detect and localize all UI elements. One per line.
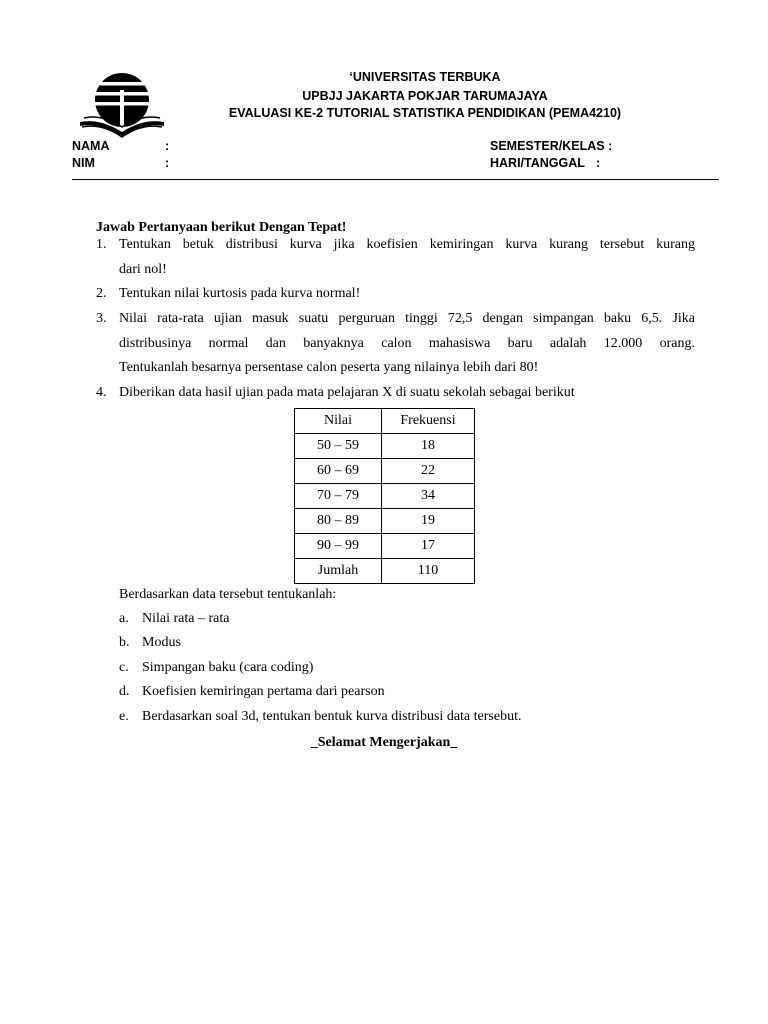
frequency-table (294, 408, 475, 584)
table-row (295, 459, 475, 484)
subitem-a-text: Nilai rata – rata (142, 611, 230, 626)
header-evaluasi: EVALUASI KE-2 TUTORIAL STATISTIKA PENDIDIKAN (PEMA4210) (228, 106, 622, 120)
subitem-e-text: Berdasarkan soal 3d, tentukan bentuk kurva distribusi data tersebut. (142, 709, 522, 724)
table-cell-jumlah: Jumlah (295, 559, 382, 584)
table-row (295, 509, 475, 534)
question-1-number: 1. (96, 237, 107, 252)
nim-label: NIM (72, 156, 95, 170)
question-3-number: 3. (96, 311, 107, 326)
hari-colon: : (596, 156, 601, 170)
table-header-row (295, 409, 475, 434)
question-2-line-1: Tentukan nilai kurtosis pada kurva normal! (119, 286, 361, 301)
nim-colon: : (165, 156, 170, 170)
table-header-frekuensi: Frekuensi (382, 409, 475, 434)
subitem-b-label: b. (119, 635, 130, 650)
hari-label: HARI/TANGGAL (490, 156, 585, 170)
header-university: ‘UNIVERSITAS TERBUKA (349, 70, 501, 84)
table-cell-frekuensi: 19 (382, 509, 475, 534)
table-cell-frekuensi: 17 (382, 534, 475, 559)
table-cell-nilai: 50 – 59 (295, 434, 382, 459)
table-cell-nilai: 70 – 79 (295, 484, 382, 509)
question-4-intro: Berdasarkan data tersebut tentukanlah: (119, 587, 337, 602)
subitem-c-label: c. (119, 660, 129, 675)
header-upbjj: UPBJJ JAKARTA POKJAR TARUMAJAYA (302, 89, 548, 103)
question-2-number: 2. (96, 286, 107, 301)
question-1-line-1: Tentukan betuk distribusi kurva jika koefisien kemiringan kurva kurang tersebut kurang (119, 237, 695, 252)
table-cell-frekuensi: 18 (382, 434, 475, 459)
table-header-nilai: Nilai (295, 409, 382, 434)
subitem-c-text: Simpangan baku (cara coding) (142, 660, 314, 675)
table-row (295, 534, 475, 559)
semester-label: SEMESTER/KELAS : (490, 139, 613, 153)
instructions-title: Jawab Pertanyaan berikut Dengan Tepat! (96, 220, 347, 235)
table-row (295, 434, 475, 459)
table-cell-frekuensi: 34 (382, 484, 475, 509)
table-cell-frekuensi: 22 (382, 459, 475, 484)
subitem-e-label: e. (119, 709, 129, 724)
question-3-line-2: distribusinya normal dan banyaknya calon mahasiswa baru adalah 12.000 orang. (119, 336, 695, 351)
subitem-d-text: Koefisien kemiringan pertama dari pearson (142, 684, 385, 699)
table-total-row (295, 559, 475, 584)
question-1-line-2: dari nol! (119, 262, 167, 277)
nama-colon: : (165, 139, 170, 153)
question-3-line-1: Nilai rata-rata ujian masuk suatu perguruan tinggi 72,5 dengan simpangan baku 6,5. Jika (119, 311, 695, 326)
nama-label: NAMA (72, 139, 110, 153)
question-4-number: 4. (96, 385, 107, 400)
table-cell-nilai: 60 – 69 (295, 459, 382, 484)
university-logo-icon (78, 70, 168, 140)
subitem-b-text: Modus (142, 635, 181, 650)
table-cell-nilai: 90 – 99 (295, 534, 382, 559)
question-4-line-1: Diberikan data hasil ujian pada mata pelajaran X di suatu sekolah sebagai berikut (119, 385, 575, 400)
table-cell-total: 110 (382, 559, 475, 584)
table-row (295, 484, 475, 509)
question-3-line-3: Tentukanlah besarnya persentase calon peserta yang nilainya lebih dari 80! (119, 360, 539, 375)
subitem-d-label: d. (119, 684, 130, 699)
table-cell-nilai: 80 – 89 (295, 509, 382, 534)
closing-text: _Selamat Mengerjakan_ (310, 735, 458, 750)
subitem-a-label: a. (119, 611, 129, 626)
header-divider (72, 179, 719, 180)
